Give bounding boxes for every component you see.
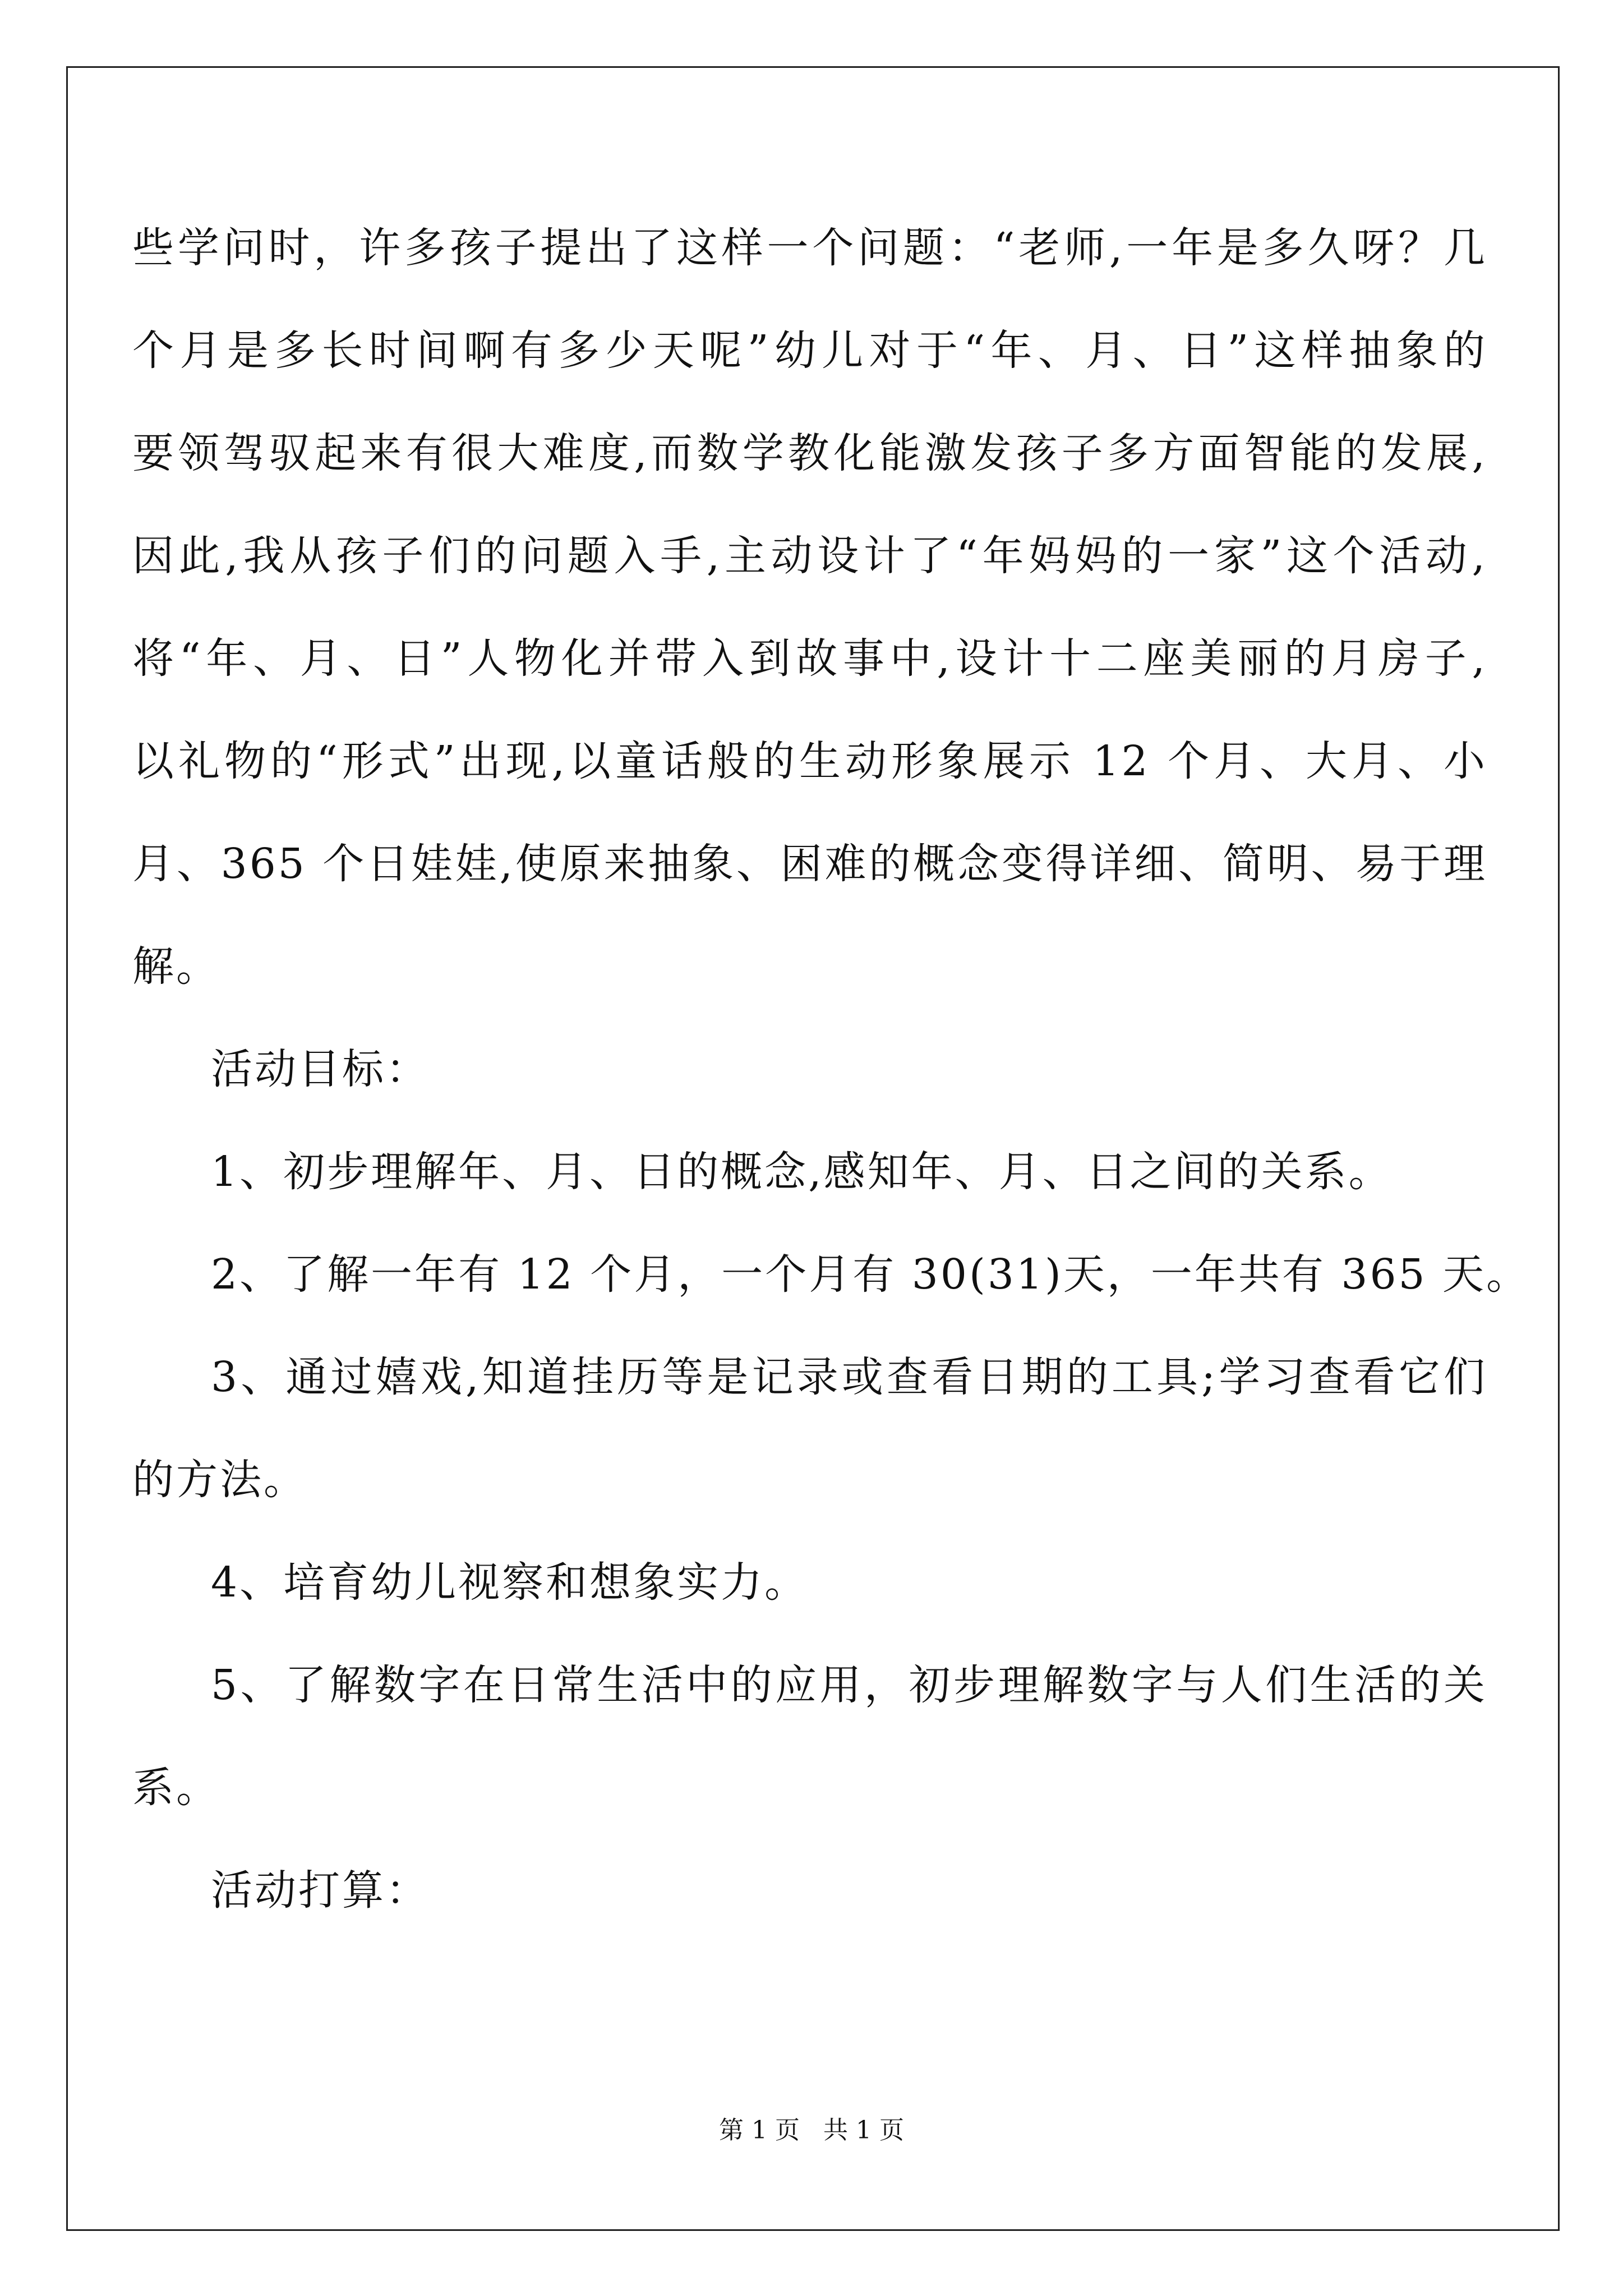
list-item: 3、通过嬉戏,知道挂历等是记录或查看日期的工具;学习查看它们 xyxy=(211,1353,1487,1401)
page-number: 第 1 页 共 1 页 xyxy=(719,2116,904,2145)
section-heading: 活动目标： xyxy=(211,1045,430,1093)
paragraph-line: 月、365 个日娃娃,使原来抽象、困难的概念变得详细、简明、易于理 xyxy=(132,840,1487,888)
paragraph-line: 些学问时，许多孩子提出了这样一个问题：“老师,一年是多久呀？几 xyxy=(132,224,1487,272)
list-item-continuation: 系。 xyxy=(132,1764,220,1812)
paragraph-line: 以礼物的“形式”出现,以童话般的生动形象展示 12 个月、大月、小 xyxy=(132,737,1487,785)
list-item: 4、培育幼儿视察和想象实力。 xyxy=(211,1558,809,1607)
paragraph-line: 因此,我从孩子们的问题入手,主动设计了“年妈妈的一家”这个活动, xyxy=(132,532,1487,580)
paragraph-line: 解。 xyxy=(132,942,220,991)
list-item: 2、了解一年有 12 个月，一个月有 30(31)天，一年共有 365 天。 xyxy=(211,1250,1530,1299)
paragraph-line: 个月是多长时间啊有多少天呢”幼儿对于“年、月、日”这样抽象的 xyxy=(132,326,1487,375)
list-item: 5、了解数字在日常生活中的应用，初步理解数字与人们生活的关 xyxy=(211,1661,1487,1709)
page-footer xyxy=(0,2118,1623,2143)
paragraph-line: 要领驾驭起来有很大难度,而数学教化能激发孩子多方面智能的发展, xyxy=(132,429,1487,477)
list-item-continuation: 的方法。 xyxy=(132,1456,307,1504)
list-item: 1、初步理解年、月、日的概念,感知年、月、日之间的关系。 xyxy=(211,1148,1393,1196)
section-heading: 活动打算： xyxy=(211,1866,430,1915)
paragraph-line: 将“年、月、日”人物化并带入到故事中,设计十二座美丽的月房子, xyxy=(132,634,1487,683)
